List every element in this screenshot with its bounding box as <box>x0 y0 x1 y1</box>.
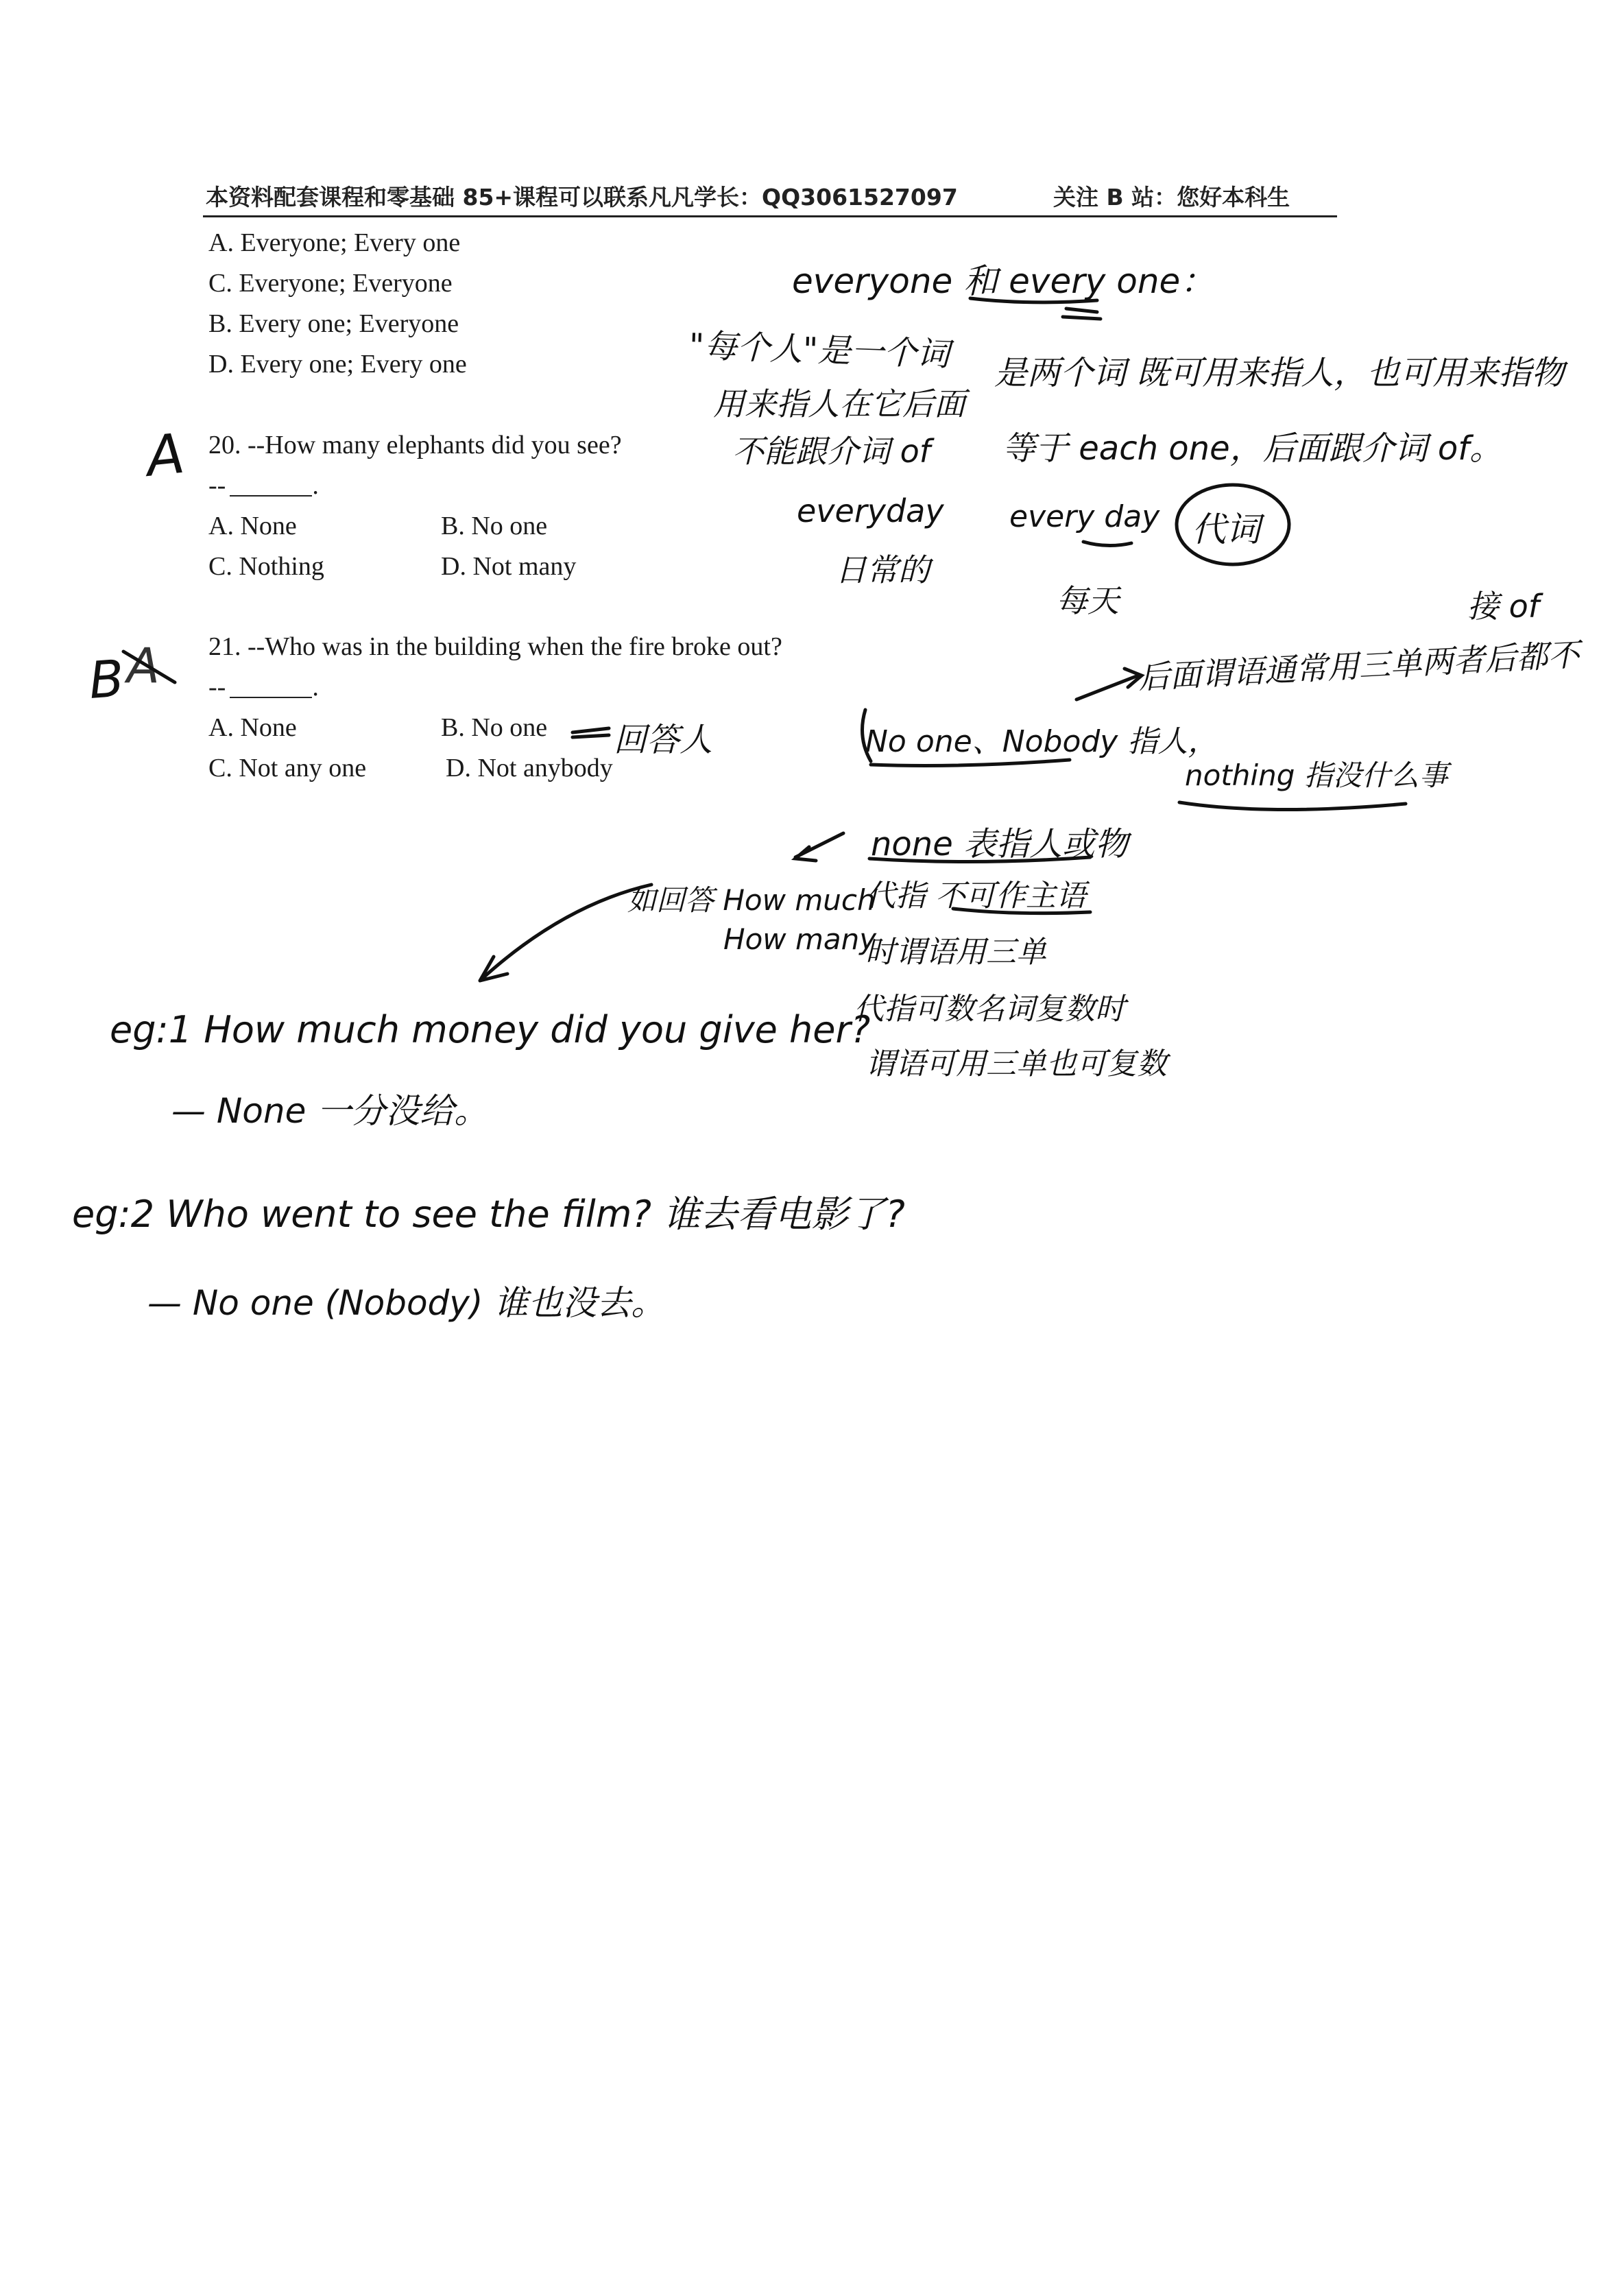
note-everyday-cn: 日常的 <box>835 551 930 588</box>
question-21-stem: 21. --Who was in the building when the fire broke out? <box>208 632 782 661</box>
prev-option-a: A. Everyone; Every one <box>208 228 461 257</box>
question-21-crossed-a: A <box>127 638 160 694</box>
note-left-line-1: "每个人"是一个词 <box>688 326 950 374</box>
question-20-option-a: A. None <box>208 512 297 540</box>
question-20-blank: -- . <box>208 471 319 500</box>
question-21-option-d: D. Not anybody <box>446 754 613 782</box>
note-none-line-1: 代指 不可作主语 <box>865 878 1086 913</box>
example-1: eg:1 How much money did you give her? <box>110 1008 871 1051</box>
note-none-line-3: 代指可数名词复数时 <box>854 992 1125 1027</box>
note-noone-nobody: No one、Nobody 指人， <box>865 724 1218 759</box>
question-20-stem: 20. --How many elephants did you see? <box>208 431 622 459</box>
arrow-none <box>795 833 843 861</box>
note-right-line-1: 是两个词 既可用来指人，也可用来指物 <box>994 354 1565 392</box>
question-21-option-b: B. No one <box>441 713 548 742</box>
note-none-line-2: 时谓语用三单 <box>865 935 1046 970</box>
example-2-answer: — No one (Nobody) 谁也没去。 <box>147 1283 666 1323</box>
question-21-handwritten-answer: B <box>87 649 126 710</box>
question-20-option-c: C. Nothing <box>208 552 324 581</box>
header-left: 本资料配套课程和零基础 85+课程可以联系凡凡学长：QQ3061527097 <box>206 184 958 211</box>
underline-every-day <box>1083 542 1131 546</box>
arrow-how-much <box>480 885 651 981</box>
scribble-underline <box>1063 309 1101 319</box>
example-1-answer: — None 一分没给。 <box>171 1091 489 1131</box>
question-20-handwritten-answer: A <box>143 421 188 489</box>
note-every-day-cn: 每天 <box>1056 582 1119 619</box>
note-every-day: every day <box>1009 499 1160 534</box>
note-right-line-2: 等于 each one，后面跟介词 of。 <box>1002 429 1503 468</box>
question-21-option-c: C. Not any one <box>208 754 367 782</box>
header-right: 关注 B 站：您好本科生 <box>1053 184 1290 211</box>
note-left-line-2: 用来指人在它后面 <box>713 385 965 422</box>
example-2: eg:2 Who went to see the film? 谁去看电影了? <box>72 1193 905 1236</box>
arrow-answer <box>573 728 609 737</box>
prev-option-b: B. Every one; Everyone <box>208 309 459 338</box>
note-answer-how-much: 如回答 How much <box>627 883 876 917</box>
question-20-option-b: B. No one <box>441 512 548 540</box>
note-everyday: everyday <box>797 492 944 529</box>
underline-nothing <box>1179 802 1406 810</box>
prev-option-c: C. Everyone; Everyone <box>208 269 453 298</box>
note-answer-how-many: How many <box>723 922 877 956</box>
header-rule <box>203 215 1337 217</box>
question-20-option-d: D. Not many <box>441 552 577 581</box>
note-none-title: none 表指人或物 <box>871 825 1129 863</box>
underline-noone <box>871 760 1070 765</box>
note-left-line-3: 不能跟介词 of <box>732 433 930 470</box>
note-predicate: 后面谓语通常用三单两者后都不 <box>1137 636 1580 696</box>
note-daici: 代词 <box>1192 510 1260 549</box>
question-21-option-a: A. None <box>208 713 297 742</box>
note-answer-person: 回答人 <box>614 721 713 759</box>
arrow-predicate <box>1077 669 1142 699</box>
note-none-line-4: 谓语可用三单也可复数 <box>865 1047 1167 1081</box>
note-everyone-title: everyone 和 every one： <box>792 261 1215 301</box>
question-21-blank: -- . <box>208 673 319 702</box>
note-nothing: nothing 指没什么事 <box>1185 758 1448 792</box>
note-jie-of: 接 of <box>1467 588 1539 625</box>
prev-option-d: D. Every one; Every one <box>208 350 467 379</box>
